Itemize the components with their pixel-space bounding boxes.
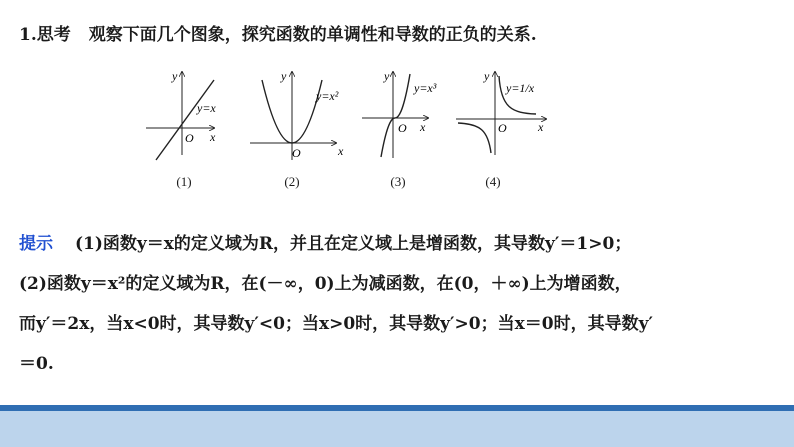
function-label: y=x³	[414, 81, 437, 95]
curve-hyperbola-left	[458, 123, 491, 153]
graph-figures	[0, 0, 794, 200]
origin-label: O	[498, 121, 507, 135]
hint-block	[19, 224, 779, 384]
hint-line-4: ＝0.	[19, 354, 54, 374]
hint-label: 提示	[19, 234, 53, 254]
origin-label: O	[292, 146, 301, 160]
graph-quadratic	[250, 69, 344, 160]
graph-label-3: (3)	[390, 174, 406, 189]
footer-bar	[0, 405, 794, 447]
graph-linear	[146, 69, 216, 160]
hint-line-3: 而y′＝2x，当x<0时，其导数y′<0；当x>0时，其导数y′>0；当x＝0时，其导数y′	[19, 314, 653, 334]
graph-label-2: (2)	[284, 174, 300, 189]
x-axis-label: x	[210, 130, 216, 144]
graph-label-4: (4)	[485, 174, 501, 189]
origin-label: O	[398, 121, 407, 135]
y-axis-label: y	[384, 69, 390, 83]
curve-line	[156, 80, 214, 160]
origin-label: O	[185, 131, 194, 145]
graph-label-1: (1)	[176, 174, 192, 189]
curve-cubic	[381, 74, 410, 157]
graph-cubic	[362, 69, 437, 158]
y-axis-label: y	[484, 69, 490, 83]
question-text: 观察下面几个图象，探究函数的单调性和导数的正负的关系.	[88, 25, 537, 45]
x-axis-label: x	[338, 144, 344, 158]
question-number: 1.思考	[19, 25, 71, 45]
x-axis-label: x	[538, 120, 544, 134]
y-axis-label: y	[172, 69, 178, 83]
x-axis-label: x	[420, 120, 426, 134]
hint-line-1	[19, 224, 779, 264]
function-label: y=x	[197, 101, 216, 115]
function-label: y=x²	[316, 89, 339, 103]
y-axis-label: y	[281, 69, 287, 83]
function-label: y=1/x	[506, 81, 535, 95]
hint-line-2: (2)函数y＝x²的定义域为R，在(－∞，0)上为减函数，在(0，＋∞)上为增函数，	[19, 274, 632, 294]
hint-text-1: (1)函数y＝x的定义域为R，并且在定义域上是增函数，其导数y′＝1>0；	[75, 234, 632, 254]
graph-reciprocal	[456, 69, 546, 155]
